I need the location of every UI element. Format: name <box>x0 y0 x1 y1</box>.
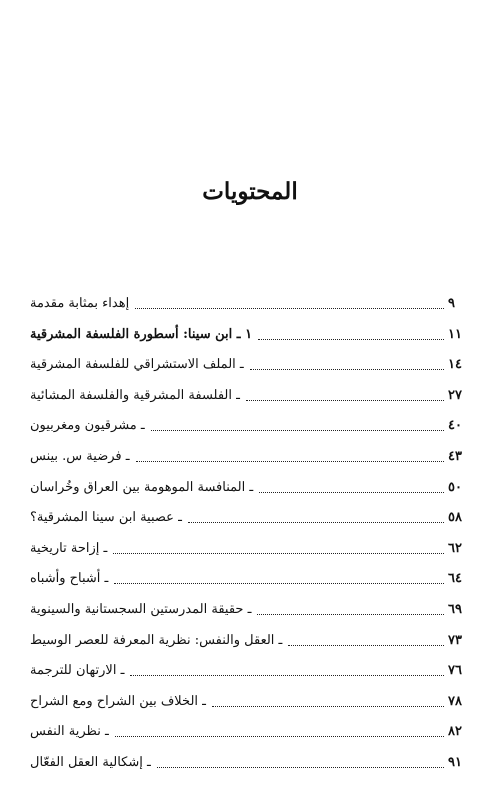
toc-entry <box>30 587 470 618</box>
dot-leader <box>188 522 444 523</box>
toc-entry-title: ـ فرضية س. بينس <box>30 448 130 464</box>
dot-leader <box>115 736 444 737</box>
toc-entry <box>30 557 470 588</box>
toc-entry-title: ـ إزاحة تاريخية <box>30 540 108 556</box>
toc-entry-page: ٩ <box>448 296 455 311</box>
toc-entry-page: ٨٢ <box>448 724 462 740</box>
toc-entry <box>30 710 470 741</box>
toc-entry-title: ـ عصبية ابن سينا المشرقية؟ <box>30 510 182 526</box>
toc-entry-title: ـ أشباح وأشباه <box>30 571 109 587</box>
toc-entry-title: إهداء بمثابة مقدمة <box>30 296 130 311</box>
dot-leader <box>130 675 444 676</box>
toc-entry-page: ١١ <box>448 326 462 342</box>
toc-entry-title: ـ الفلسفة المشرقية والفلسفة المشائية <box>30 387 240 403</box>
dot-leader <box>257 614 444 615</box>
toc-entry-title: ـ نظرية النفس <box>30 724 109 740</box>
toc-entry <box>30 465 470 496</box>
toc-chapter-title: ١ ـ ابن سينا: أسطورة الفلسفة المشرقية <box>30 326 253 342</box>
toc-entry <box>30 649 470 680</box>
dot-leader <box>151 430 444 431</box>
dot-leader <box>246 400 444 401</box>
toc-entry-page: ٤٣ <box>448 448 462 464</box>
dot-leader <box>212 706 444 707</box>
toc-entry-title: ـ مشرقيون ومغربيون <box>30 418 145 434</box>
toc-entry <box>30 312 470 343</box>
dot-leader <box>114 583 444 584</box>
toc-entry <box>30 740 470 771</box>
dot-leader <box>135 308 444 309</box>
toc-entry <box>30 343 470 374</box>
toc-entry-title: ـ العقل والنفس: نظرية المعرفة للعصر الوسيط <box>30 632 283 648</box>
dot-leader <box>250 369 444 370</box>
toc-entry <box>30 284 470 312</box>
dot-leader <box>259 492 444 493</box>
toc-entry-page: ٧٨ <box>448 693 462 709</box>
toc-entry <box>30 434 470 465</box>
toc-entry-title: ـ الخلاف بين الشراح ومع الشراح <box>30 693 206 709</box>
toc-entry-page: ٦٢ <box>448 540 462 556</box>
toc-entry-title: ـ الارتهان للترجمة <box>30 663 125 679</box>
toc-entry-title: ـ المنافسة الموهومة بين العراق وخُراسان <box>30 479 254 495</box>
dot-leader <box>258 339 444 340</box>
toc-entry-page: ٧٦ <box>448 663 462 679</box>
toc-entry <box>30 679 470 710</box>
toc-entry-page: ٧٣ <box>448 632 462 648</box>
toc-entry <box>30 526 470 557</box>
toc-entry-title: ـ حقيقة المدرستين السجستانية والسينوية <box>30 601 252 617</box>
toc-entry-page: ٦٩ <box>448 601 462 617</box>
toc-entry-page: ٦٤ <box>448 571 462 587</box>
toc-entry <box>30 496 470 527</box>
toc-entry-page: ٤٠ <box>448 418 462 434</box>
dot-leader <box>288 645 444 646</box>
dot-leader <box>157 767 444 768</box>
toc-entry-page: ٩١ <box>448 754 462 770</box>
toc-entry-title: ـ الملف الاستشراقي للفلسفة المشرقية <box>30 357 244 373</box>
toc-entry-page: ٥٠ <box>448 479 462 495</box>
toc-entry <box>30 373 470 404</box>
dot-leader <box>113 553 444 554</box>
toc-entry-page: ١٤ <box>448 357 462 373</box>
toc-entry-page: ٥٨ <box>448 510 462 526</box>
toc-entry-title: ـ إشكالية العقل الفعّال <box>30 754 151 770</box>
toc-entry-page: ٢٧ <box>448 387 462 403</box>
table-of-contents <box>30 284 470 771</box>
page-title: المحتويات <box>202 178 298 205</box>
dot-leader <box>136 461 444 462</box>
toc-entry <box>30 404 470 435</box>
toc-entry <box>30 618 470 649</box>
